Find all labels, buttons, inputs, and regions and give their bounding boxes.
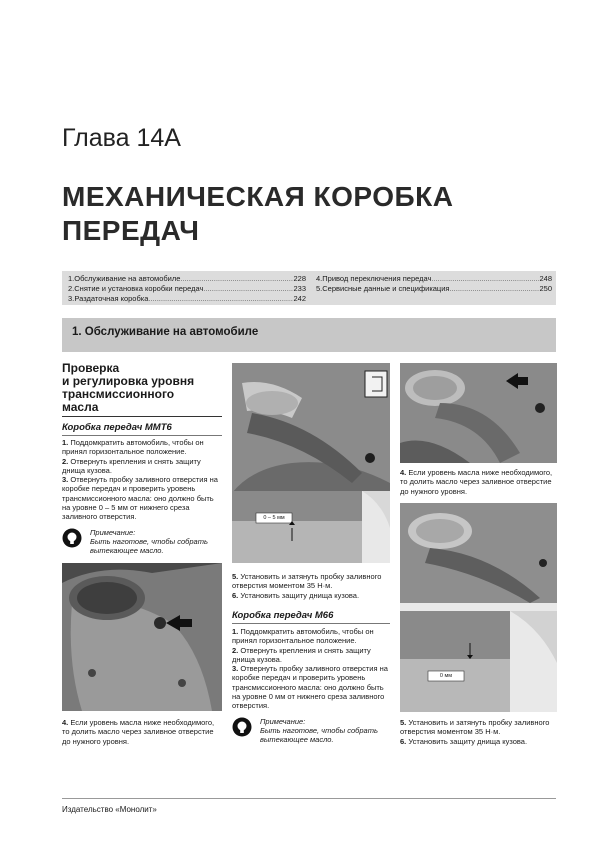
step-num: 3.	[232, 664, 239, 674]
step-text: Поддомкратить автомобиль, чтобы он принял горизонтальное положение.	[62, 438, 204, 457]
heading-line: Проверка	[62, 361, 120, 375]
note-icon	[62, 528, 82, 548]
toc-item[interactable]	[68, 284, 306, 294]
heading-line: масла	[62, 400, 99, 414]
toc-label: Снятие и установка коробки передач	[74, 284, 204, 293]
toc-item[interactable]	[316, 284, 552, 294]
toc-page: 233	[293, 284, 306, 293]
page-title	[62, 180, 453, 248]
note-text: Быть наготове, чтобы собрать вытекающее масло.	[260, 726, 378, 744]
note-icon	[232, 717, 252, 737]
step-num: 3.	[62, 475, 69, 485]
step-text: Установить и затянуть пробку заливного отверстия моментом 35 Н·м.	[232, 572, 382, 591]
gauge-label-m66: 0 мм	[439, 673, 453, 679]
step-item	[232, 572, 390, 591]
subsection-heading	[62, 362, 232, 414]
step-text: Отвернуть крепления и снять защиту днища кузова.	[232, 645, 371, 664]
step-text: Установить и затянуть пробку заливного отверстия моментом 35 Н·м.	[400, 718, 550, 737]
mmt6-title: Коробка передач MMT6	[62, 422, 172, 433]
footer-publisher: Издательство «Монолит»	[62, 805, 157, 814]
toc-item[interactable]	[68, 274, 306, 284]
mmt6-steps	[62, 438, 222, 522]
toc-num: 2.	[68, 284, 75, 293]
footer-divider	[62, 798, 556, 799]
toc-dots	[431, 274, 539, 284]
step-item	[232, 646, 390, 665]
step-text: Отвернуть пробку заливного отверстия на коробке передач и проверить уровень трансмиссионного масла: оно должно быть на уровне 0 мм от нижнего среза заливного отверстия.	[232, 664, 388, 711]
heading-line: трансмиссионного	[62, 387, 175, 401]
gearbox-photo-mmt6-plug	[232, 363, 390, 563]
toc-label: Раздаточная коробка	[74, 294, 149, 303]
step-text: Если уровень масла ниже необходимого, то долить масло через заливное отверстие до нужного уровня.	[62, 718, 215, 746]
note-text: Быть наготове, чтобы собрать вытекающее масло.	[90, 537, 208, 555]
gearbox-photo-m66	[400, 363, 557, 463]
title-line-1: МЕХАНИЧЕСКАЯ КОРОБКА	[62, 181, 454, 212]
toc-page: 242	[293, 294, 306, 303]
toc-page: 228	[293, 274, 306, 283]
gearbox-photo-mmt6-fill	[62, 563, 222, 711]
note-label: Примечание:	[90, 528, 136, 537]
step-num: 5.	[232, 572, 239, 581]
step-item	[62, 457, 222, 476]
step-num: 5.	[400, 718, 407, 727]
title-line-2: ПЕРЕДАЧ	[62, 215, 200, 246]
step-text: Поддомкратить автомобиль, чтобы он принял горизонтальное положение.	[232, 627, 374, 646]
toc-page: 248	[539, 274, 552, 283]
toc-label: Обслуживание на автомобиле	[74, 274, 181, 283]
gearbox-photo-m66-plug	[400, 503, 557, 712]
m66-steps	[232, 627, 390, 711]
m66-steps-final	[400, 718, 557, 746]
step-text: Установить защиту днища кузова.	[408, 736, 528, 746]
mmt6-steps-final	[232, 572, 390, 600]
section-title: 1. Обслуживание на автомобиле	[72, 326, 259, 338]
toc-num: 1.	[68, 274, 75, 283]
toc-item[interactable]	[68, 294, 306, 304]
gauge-label-mmt6: 0 – 5 мм	[263, 515, 285, 521]
section-header	[62, 318, 556, 352]
step-item	[232, 627, 390, 646]
step-num: 1.	[62, 438, 69, 447]
step-num: 2.	[62, 456, 69, 466]
mmt6-underline	[62, 435, 222, 436]
toc-num: 4.	[316, 274, 323, 283]
table-of-contents	[62, 271, 556, 305]
heading-line: и регулировка уровня	[62, 374, 195, 388]
step-item	[232, 664, 390, 710]
mmt6-step4	[62, 718, 222, 746]
step-num: 2.	[232, 645, 239, 655]
step-item	[400, 737, 557, 746]
step-item	[62, 438, 222, 457]
toc-item[interactable]	[316, 274, 552, 284]
toc-dots	[148, 294, 293, 304]
m66-title: Коробка передач M66	[232, 610, 334, 621]
step-text: Установить защиту днища кузова.	[240, 590, 360, 600]
step-num: 6.	[400, 736, 407, 746]
toc-label: Сервисные данные и спецификация	[322, 284, 450, 293]
step-text: Отвернуть пробку заливного отверстия на коробке передач и проверить уровень трансмиссионного масла: оно должно быть на уровне 0 – 5 мм от нижнего среза заливного отверстия.	[62, 475, 218, 522]
toc-dots	[203, 284, 293, 294]
step-num: 4.	[62, 718, 69, 727]
step-item	[62, 475, 222, 521]
m66-underline	[232, 623, 390, 624]
step-text: Отвернуть крепления и снять защиту днища кузова.	[62, 456, 201, 475]
step-item	[232, 591, 390, 600]
step-item	[400, 718, 557, 737]
toc-num: 5.	[316, 284, 323, 293]
mmt6-note	[90, 528, 225, 555]
m66-note	[260, 717, 392, 744]
note-label: Примечание:	[260, 717, 306, 726]
step-num: 6.	[232, 590, 239, 600]
toc-label: Привод переключения передач	[322, 274, 432, 283]
toc-num: 3.	[68, 294, 75, 303]
step-num: 1.	[232, 627, 239, 636]
step-num: 4.	[400, 468, 407, 477]
toc-page: 250	[539, 284, 552, 293]
step-text: Если уровень масла ниже необходимого, то долить масло через заливное отверстие до нужного уровня.	[400, 468, 553, 496]
toc-dots	[180, 274, 293, 284]
chapter-label: Глава 14A	[62, 124, 181, 152]
heading-underline	[62, 416, 222, 417]
toc-dots	[449, 284, 539, 294]
m66-step4	[400, 468, 557, 496]
